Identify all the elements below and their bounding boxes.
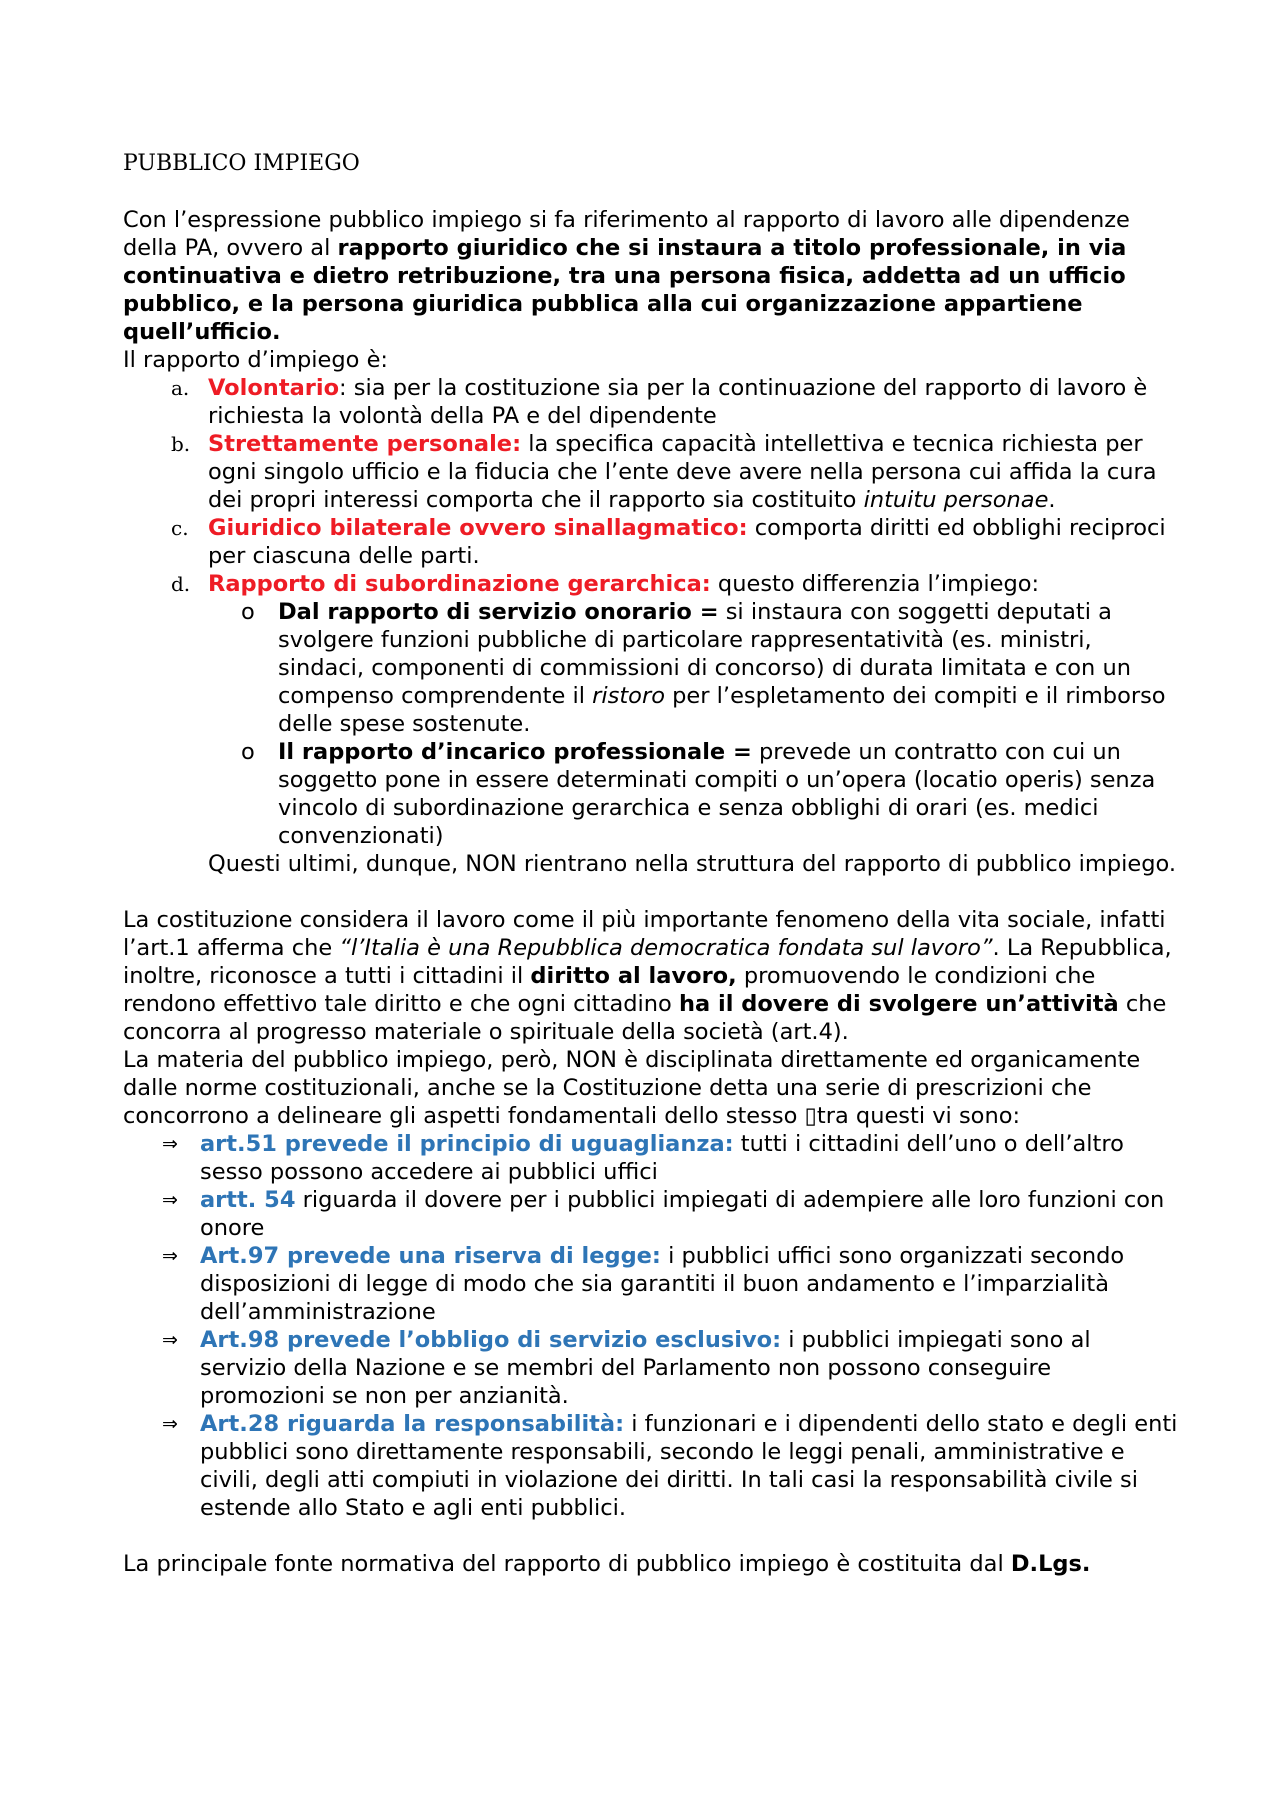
item-text: questo differenzia l’impiego:: [710, 571, 1040, 597]
text-run: . La Repubblica, inoltre, riconosce a tutti i cittadini il: [123, 935, 1172, 989]
item-italic-text: intuitu personae: [863, 487, 1049, 513]
item-text: : sia per la costituzione sia per la continuazione del rapporto di lavoro è richiesta la volontà della PA e del dipendente: [208, 375, 1148, 429]
sub-item-text-end: per l’espletamento dei compiti e il rimborso delle spese sostenute.: [278, 683, 1166, 737]
sub-list: [208, 598, 1183, 850]
list-item: [123, 570, 1183, 850]
text-run: che concorra al progresso materiale o spirituale della società (art.4).: [123, 991, 1167, 1045]
article-heading: Art.28 riguarda la responsabilità:: [200, 1411, 625, 1437]
paragraph-spacer: [123, 878, 1183, 906]
article-text: i funzionari e i dipendenti dello stato e degli enti pubblici sono direttamente responsabili, secondo le leggi penali, amministrative e civili, degli atti compiuti in violazione dei diritti. In tali casi la responsabilità civile si estende allo Stato e agli enti pubblici.: [200, 1411, 1178, 1521]
item-text: comporta diritti ed obblighi reciproci per ciascuna delle parti.: [208, 515, 1166, 569]
quote-italic: “l’Italia è una Repubblica democratica fondata sul lavoro”: [339, 935, 993, 961]
list-item: [123, 430, 1183, 514]
item-text: la specifica capacità intellettiva e tecnica richiesta per ogni singolo ufficio e la fiducia che l’ente deve avere nella persona cui affida la cura dei propri interessi comporta che il rapporto sia costituito: [208, 431, 1157, 513]
article-item: [123, 1186, 1183, 1242]
item-heading: Rapporto di subordinazione gerarchica:: [208, 571, 711, 597]
sub-item-heading: Il rapporto d’incarico professionale =: [278, 739, 752, 765]
list-marker: c.: [171, 516, 189, 540]
arrow-icon: ⇒: [162, 1189, 178, 1211]
article-heading: Art.98 prevede l’obbligo di servizio esclusivo:: [200, 1327, 782, 1353]
article-item: [123, 1242, 1183, 1326]
article-text: tutti i cittadini dell’uno o dell’altro sesso possono accedere ai pubblici uffici: [200, 1131, 1124, 1185]
arrow-icon: ⇒: [162, 1413, 178, 1435]
list-marker: b.: [171, 432, 191, 456]
item-text-end: .: [1048, 487, 1056, 513]
sub-item-text: si instaura con soggetti deputati a svolgere funzioni pubbliche di particolare rappresentatività (es. ministri, sindaci, componenti di commissioni di concorso) di durata limitata e con un compenso comprendente il: [278, 599, 1131, 709]
intro-text: Con l’espressione pubblico impiego si fa riferimento al rapporto di lavoro alle dipendenze della PA, ovvero al: [123, 207, 1130, 261]
item-heading: Giuridico bilaterale ovvero sinallagmatico:: [208, 515, 748, 541]
sub-list-marker: o: [241, 739, 255, 765]
article-item: [123, 1410, 1183, 1522]
document-page: [123, 150, 1183, 1578]
item-heading: Strettamente personale:: [208, 431, 522, 457]
list-marker: a.: [171, 376, 190, 400]
article-heading: Art.97 prevede una riserva di legge:: [200, 1243, 661, 1269]
sub-item-italic-text: ristoro: [592, 683, 665, 709]
text-run: promuovendo le condizioni che rendono effettivo tale diritto e che ogni cittadino: [123, 963, 1096, 1017]
list-item: [123, 514, 1183, 570]
article-item: [123, 1326, 1183, 1410]
characteristics-list: [123, 374, 1183, 850]
page-title: PUBBLICO IMPIEGO: [123, 151, 360, 176]
sub-list-item: [208, 598, 1183, 738]
sub-list-item: [208, 738, 1183, 850]
arrow-icon: ⇒: [162, 1245, 178, 1267]
bold-run: diritto al lavoro,: [530, 963, 737, 989]
intro-bold-text: rapporto giuridico che si instaura a titolo professionale, in via continuativa e dietro retribuzione, tra una persona fisica, addetta ad un ufficio pubblico, e la persona giuridica pubblica alla cui organizzazione appartiene quell’ufficio.: [123, 235, 1127, 345]
costituzione-paragraph: [123, 906, 1183, 1046]
article-heading: art.51 prevede il principio di uguaglianza:: [200, 1131, 734, 1157]
article-text: i pubblici uffici sono organizzati secondo disposizioni di legge di modo che sia garantiti il buon andamento e l’imparzialità dell’amministrazione: [200, 1243, 1125, 1325]
intro-paragraph: [123, 206, 1183, 346]
list-item: [123, 374, 1183, 430]
text-run: La costituzione considera il lavoro come il più importante fenomeno della vita sociale, infatti l’art.1 afferma che: [123, 907, 1166, 961]
article-text: i pubblici impiegati sono al servizio della Nazione e se membri del Parlamento non possono conseguire promozioni se non per anzianità.: [200, 1327, 1091, 1409]
article-heading: artt. 54: [200, 1187, 296, 1213]
article-item: [123, 1130, 1183, 1186]
list-marker: d.: [171, 572, 191, 596]
fonte-paragraph: [123, 1550, 1183, 1578]
bold-run: ha il dovere di svolgere un’attività: [678, 991, 1119, 1017]
article-text: riguarda il dovere per i pubblici impiegati di adempiere alle loro funzioni con onore: [200, 1187, 1165, 1241]
sub-list-marker: o: [241, 599, 255, 625]
sub-item-heading: Dal rapporto di servizio onorario =: [278, 599, 719, 625]
note-paragraph: Questi ultimi, dunque, NON rientrano nella struttura del rapporto di pubblico impiego.: [208, 851, 1176, 877]
item-heading: Volontario: [208, 375, 340, 401]
arrow-icon: ⇒: [162, 1133, 178, 1155]
materia-paragraph: La materia del pubblico impiego, però, NON è disciplinata direttamente ed organicamente dalle norme costituzionali, anche se la Costituzione detta una serie di prescrizioni che concorrono a delineare gli aspetti fondamentali dello stesso ▯tra questi vi sono:: [123, 1047, 1141, 1129]
bold-run: D.Lgs.: [1010, 1551, 1091, 1577]
sub-item-text: prevede un contratto con cui un soggetto pone in essere determinati compiti o un’opera (locatio operis) senza vincolo di subordinazione gerarchica e senza obblighi di orari (es. medici convenzionati): [278, 739, 1156, 849]
paragraph-spacer: [123, 1522, 1183, 1550]
text-run: La principale fonte normativa del rapporto di pubblico impiego è costituita dal: [123, 1551, 1011, 1577]
articles-list: [123, 1130, 1183, 1522]
rapporto-label: Il rapporto d’impiego è:: [123, 347, 389, 373]
arrow-icon: ⇒: [162, 1329, 178, 1351]
